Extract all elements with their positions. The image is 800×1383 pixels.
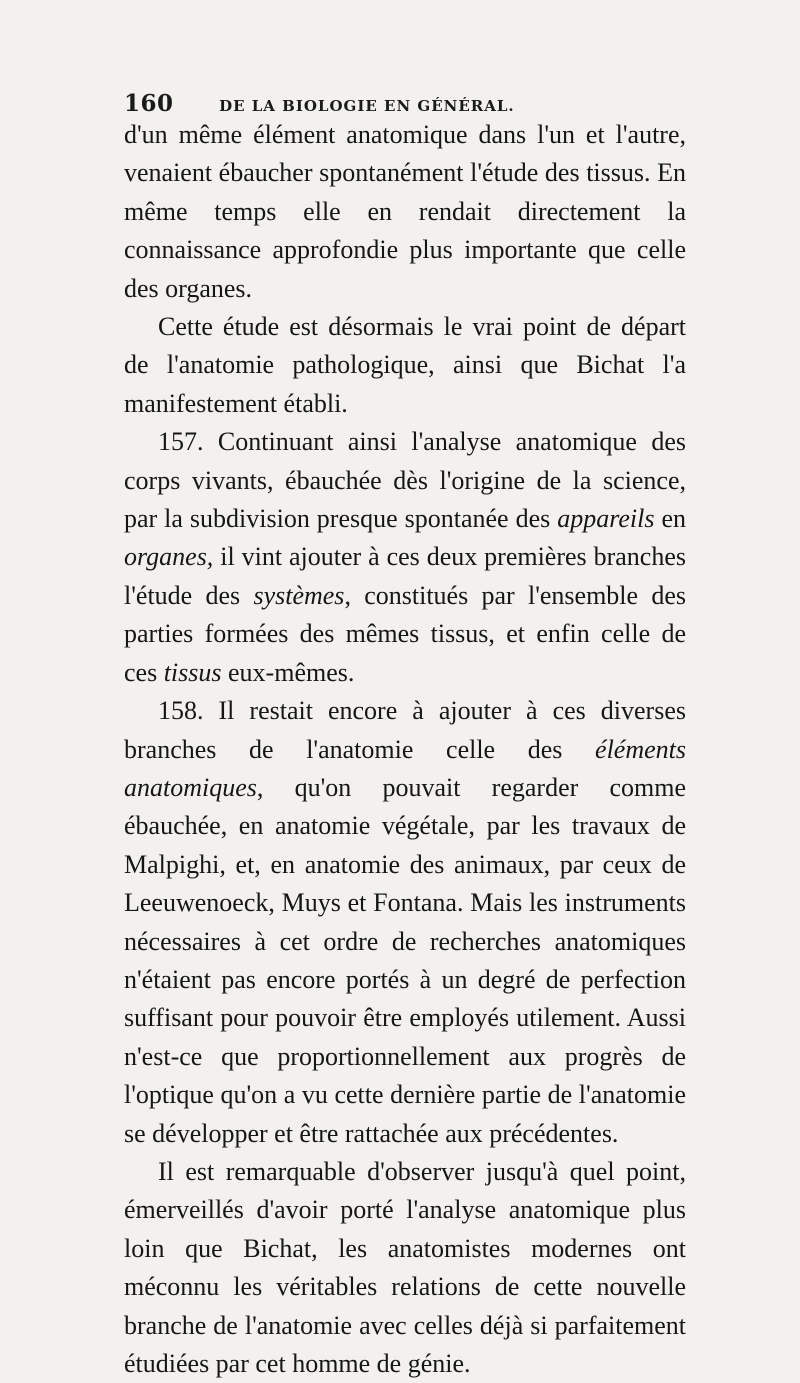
paragraph-continuation: d'un même élément anatomique dans l'un et l'autre, venaient ébaucher spontanément l'étude des tissus. En même temps elle en rendait directement la connaissance approfondie plus importante que celle des organes. — [124, 120, 686, 303]
text-segment: 158. Il restait encore à ajouter à ces diverses branches de l'anatomie celle des — [124, 696, 686, 764]
text-segment: il vint ajouter à ces deux premières branches l'étude des — [124, 542, 686, 610]
italic-term-elements-anatomiques: éléments anatomiques — [124, 734, 686, 802]
page-number: 160 — [124, 90, 174, 117]
paragraph-closing: Il est remarquable d'observer jusqu'à quel point, émerveillés d'avoir porté l'analyse anatomique plus loin que Bichat, les anatomistes modernes ont méconnu les véritables relations de cette nouvelle branche de l'anatomie avec celles déjà si parfaitement étudiées par cet homme de génie. — [124, 1156, 686, 1378]
paragraph-bichat-pathology: Cette étude est désormais le vrai point de départ de l'anatomie pathologique, ainsi que Bichat l'a manifestement établi. — [124, 312, 686, 418]
text-segment: eux-mêmes. — [221, 657, 355, 687]
italic-term-appareils: appareils — [557, 504, 655, 534]
text-segment: en — [654, 504, 686, 534]
paragraph-158 — [124, 692, 686, 1153]
italic-term-tissus: tissus — [163, 657, 222, 687]
text-segment: , qu'on pouvait regarder comme ébauchée, en anatomie végétale, par les travaux de Malpighi, et, en anatomie des animaux, par ceux de Leeuwenoeck, Muys et Fontana. Mais les instruments nécessaires à cet ordre de recherches anatomiques n'étaient pas encore portés à un degré de perfection suffisant pour pouvoir être employés utilement. Aussi n'est-ce que proportionnellement aux progrès de l'optique qu'on a vu cette dernière partie de l'anatomie se développer et être rattachée aux précédentes. — [124, 772, 686, 1148]
running-title: DE LA BIOLOGIE EN GÉNÉRAL. — [219, 97, 515, 115]
text-segment: , constitués par l'ensemble des parties formées des mêmes tissus, et enfin celle de ces — [124, 580, 687, 687]
body-text — [124, 116, 686, 1383]
paragraph-157 — [124, 423, 686, 692]
italic-term-systemes: systèmes — [253, 580, 345, 610]
italic-term-organes: organes, — [124, 542, 214, 572]
text-segment: 157. Continuant ainsi l'analyse anatomique des corps vivants, ébauchée dès l'origine de la science, par la subdivision presque spontanée des — [124, 427, 686, 534]
running-header — [124, 90, 684, 117]
